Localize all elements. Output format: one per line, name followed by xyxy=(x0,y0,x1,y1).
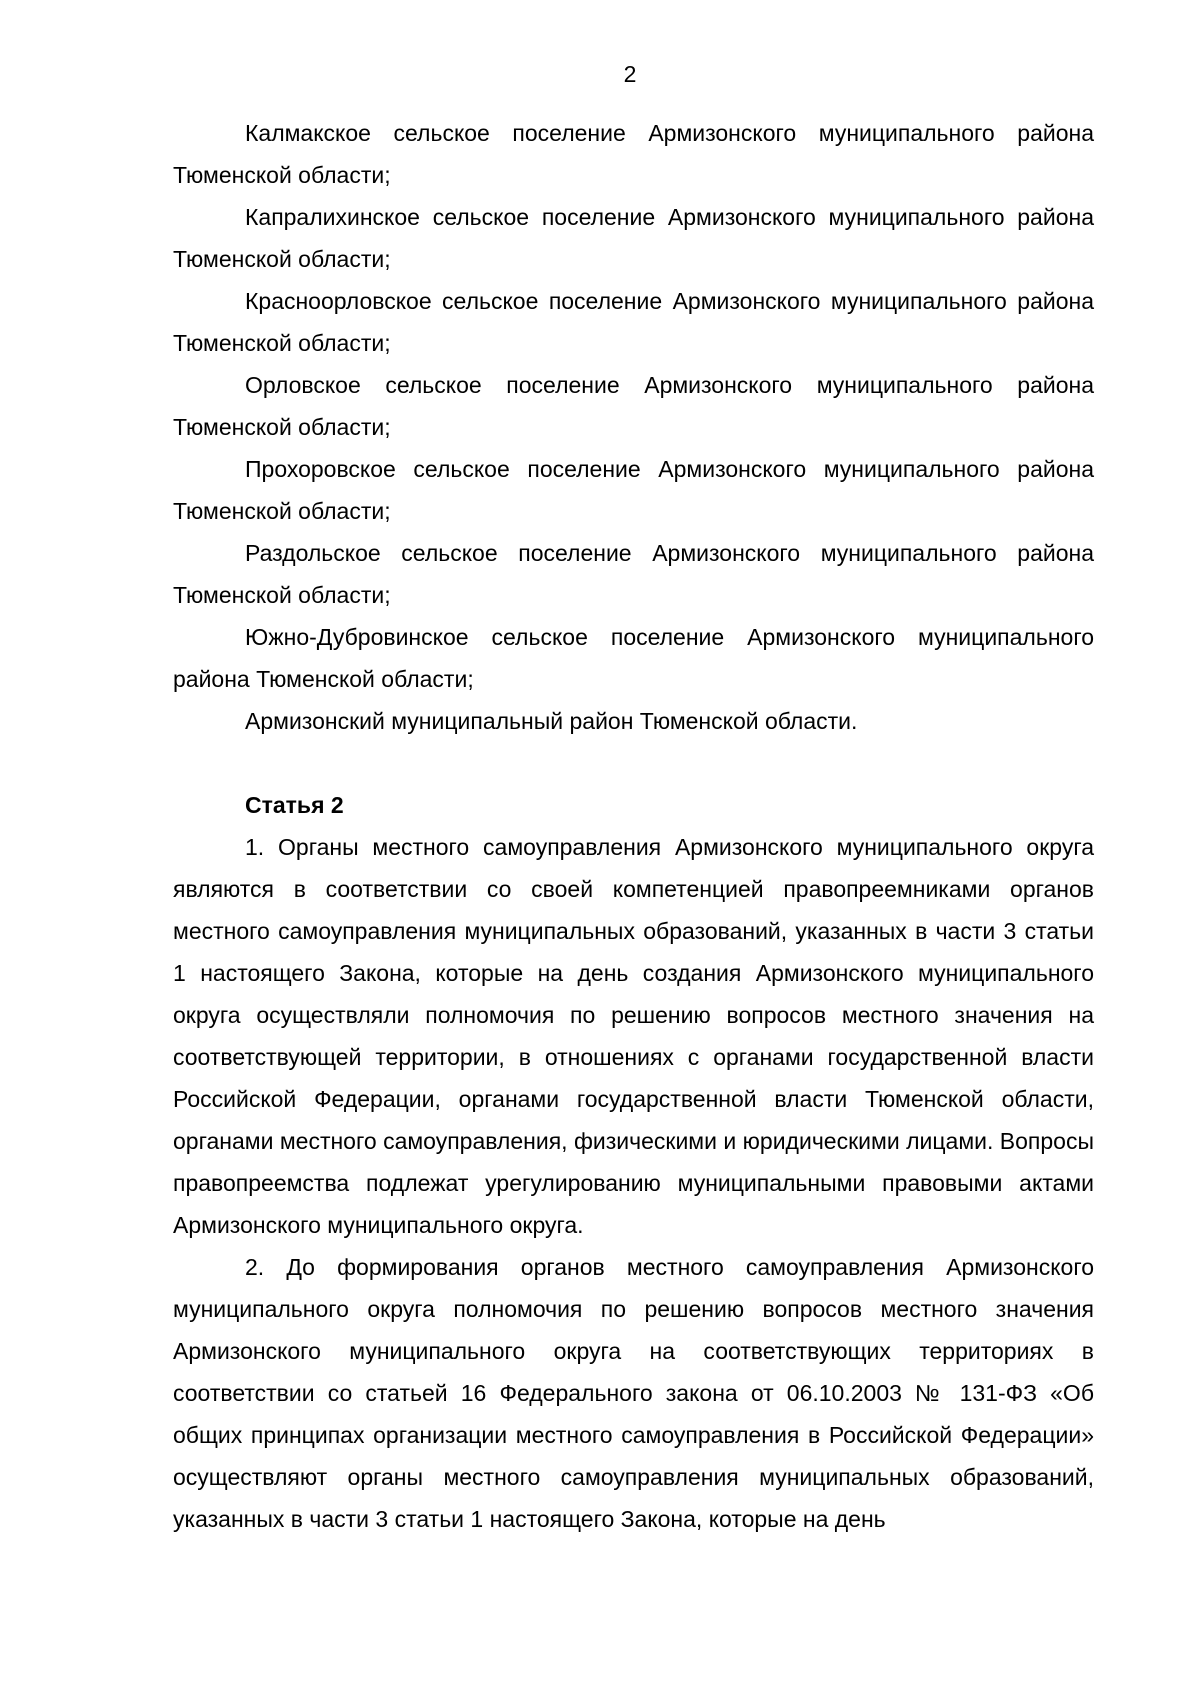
article-paragraph: 2. До формирования органов местного самоуправления Армизонского муниципального округа полномочия по решению вопросов местного значения Армизонского муниципального округа на соответствующих территориях в соответствии со статьей 16 Федерального закона от 06.10.2003 № 131-ФЗ «Об общих принципах организации местного самоуправления в Российской Федерации» осуществляют органы местного самоуправления муниципальных образований, указанных в части 3 статьи 1 настоящего Закона, которые на день xyxy=(173,1254,1094,1532)
article-paragraph: 1. Органы местного самоуправления Армизонского муниципального округа являются в соответствии со своей компетенцией правопреемниками органов местного самоуправления муниципальных образований, указанных в части 3 статьи 1 настоящего Закона, которые на день создания Армизонского муниципального округа осуществляли полномочия по решению вопросов местного значения на соответствующей территории, в отношениях с органами государственной власти Российской Федерации, органами государственной власти Тюменской области, органами местного самоуправления, физическими и юридическими лицами. Вопросы правопреемства подлежат урегулированию муниципальными правовыми актами Армизонского муниципального округа. xyxy=(173,834,1094,1238)
settlement-item: Армизонский муниципальный район Тюменской области. xyxy=(245,708,858,734)
settlement-item: Прохоровское сельское поселение Армизонского муниципального района Тюменской области; xyxy=(173,456,1094,524)
settlement-item: Раздольское сельское поселение Армизонского муниципального района Тюменской области; xyxy=(173,540,1094,608)
settlement-item: Южно-Дубровинское сельское поселение Армизонского муниципального района Тюменской области; xyxy=(173,624,1094,692)
settlement-item: Краснoорловское сельское поселение Армизонского муниципального района Тюменской области; xyxy=(173,288,1094,356)
article-title: Статья 2 xyxy=(245,792,344,818)
document-body xyxy=(173,112,1094,1540)
settlement-item: Капралихинское сельское поселение Армизонского муниципального района Тюменской области; xyxy=(173,204,1094,272)
page-number: 2 xyxy=(623,61,637,87)
settlement-item: Калмакское сельское поселение Армизонского муниципального района Тюменской области; xyxy=(173,120,1094,188)
settlement-item: Орловское сельское поселение Армизонского муниципального района Тюменской области; xyxy=(173,372,1094,440)
